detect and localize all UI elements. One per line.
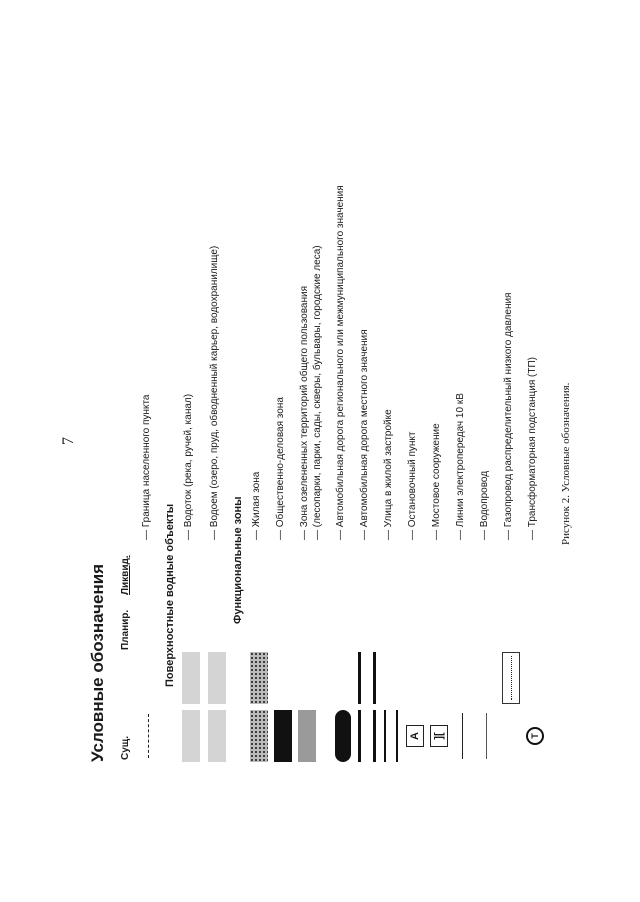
label-stop: — Остановочный пункт	[407, 431, 418, 540]
legend-row-regional-road	[332, 22, 354, 762]
legend-title: Условные обозначения	[88, 563, 107, 762]
business-symbol	[274, 710, 292, 762]
label-business: — Общественно-деловая зона	[275, 397, 286, 540]
header-liquidated: Ликвид.	[120, 555, 131, 595]
page-number: 7	[60, 437, 77, 445]
bridge-symbol: ][	[430, 725, 448, 747]
water-pipe-symbol	[478, 710, 496, 762]
legend-row-gas-pipe	[500, 22, 522, 762]
label-bridge: — Мостовое сооружение	[431, 423, 442, 540]
legend-row-business	[272, 22, 294, 762]
legend-row-water-pipe	[476, 22, 498, 762]
label-stream: — Водоток (река, ручей, канал)	[183, 394, 194, 540]
stream-planned-symbol	[182, 652, 200, 704]
reservoir-symbol	[208, 710, 226, 762]
label-substation: — Трансформаторная подстанция (ТП)	[527, 357, 538, 540]
gas-pipe-symbol	[502, 652, 520, 704]
legend-row-street	[380, 22, 402, 762]
label-street: — Улица в жилой застройке	[383, 409, 394, 540]
residential-symbol	[250, 710, 268, 762]
label-water-pipe: — Водопровод	[479, 471, 490, 540]
label-green: — Зона озелененных территорий общего пользования	[299, 286, 310, 540]
local-road-planned-symbol	[358, 652, 376, 704]
group-functional: Функциональные зоны	[232, 496, 244, 624]
regional-road-symbol	[335, 710, 351, 762]
label-power-line: — Линии электропередач 10 кВ	[455, 393, 466, 540]
group-water: Поверхностные водные объекты	[164, 503, 176, 687]
local-road-symbol	[358, 710, 376, 762]
substation-symbol: Т	[526, 727, 544, 745]
street-symbol	[384, 710, 398, 762]
header-planned: Планир.	[120, 609, 131, 650]
label-boundary: — Граница населенного пункта	[141, 395, 152, 540]
label-regional-road: — Автомобильная дорога регионального или межмуниципального значения	[335, 185, 346, 540]
legend-row-reservoir	[206, 22, 228, 762]
power-line-symbol	[454, 710, 472, 762]
legend-row-power-line	[452, 22, 474, 762]
legend-row-stream	[180, 22, 202, 762]
label-gas-pipe: — Газопровод распределительный низкого давления	[503, 293, 514, 540]
boundary-symbol	[140, 710, 158, 762]
legend-row-green	[296, 22, 330, 762]
stop-symbol: A	[406, 725, 424, 747]
label-reservoir: — Водоем (озеро, пруд, обводненный карьер, водохранилище)	[209, 246, 220, 540]
legend-sheet	[88, 22, 548, 762]
reservoir-planned-symbol	[208, 652, 226, 704]
legend-row-boundary	[138, 22, 160, 762]
legend-row-stop	[404, 22, 426, 762]
legend-row-residential	[248, 22, 270, 762]
legend-row-local-road	[356, 22, 378, 762]
label-local-road: — Автомобильная дорога местного значения	[359, 329, 370, 540]
figure-caption: Рисунок 2. Условные обозначения.	[560, 382, 572, 545]
header-existing: Сущ.	[120, 736, 131, 760]
legend-row-substation	[524, 22, 546, 762]
legend-row-bridge	[428, 22, 450, 762]
label-residential: — Жилая зона	[251, 472, 262, 540]
green-zone-symbol	[298, 710, 316, 762]
residential-planned-symbol	[250, 652, 268, 704]
label-green-detail: — (лесопарки, парки, сады, скверы, бульвары, городские леса)	[312, 245, 323, 540]
stream-symbol	[182, 710, 200, 762]
